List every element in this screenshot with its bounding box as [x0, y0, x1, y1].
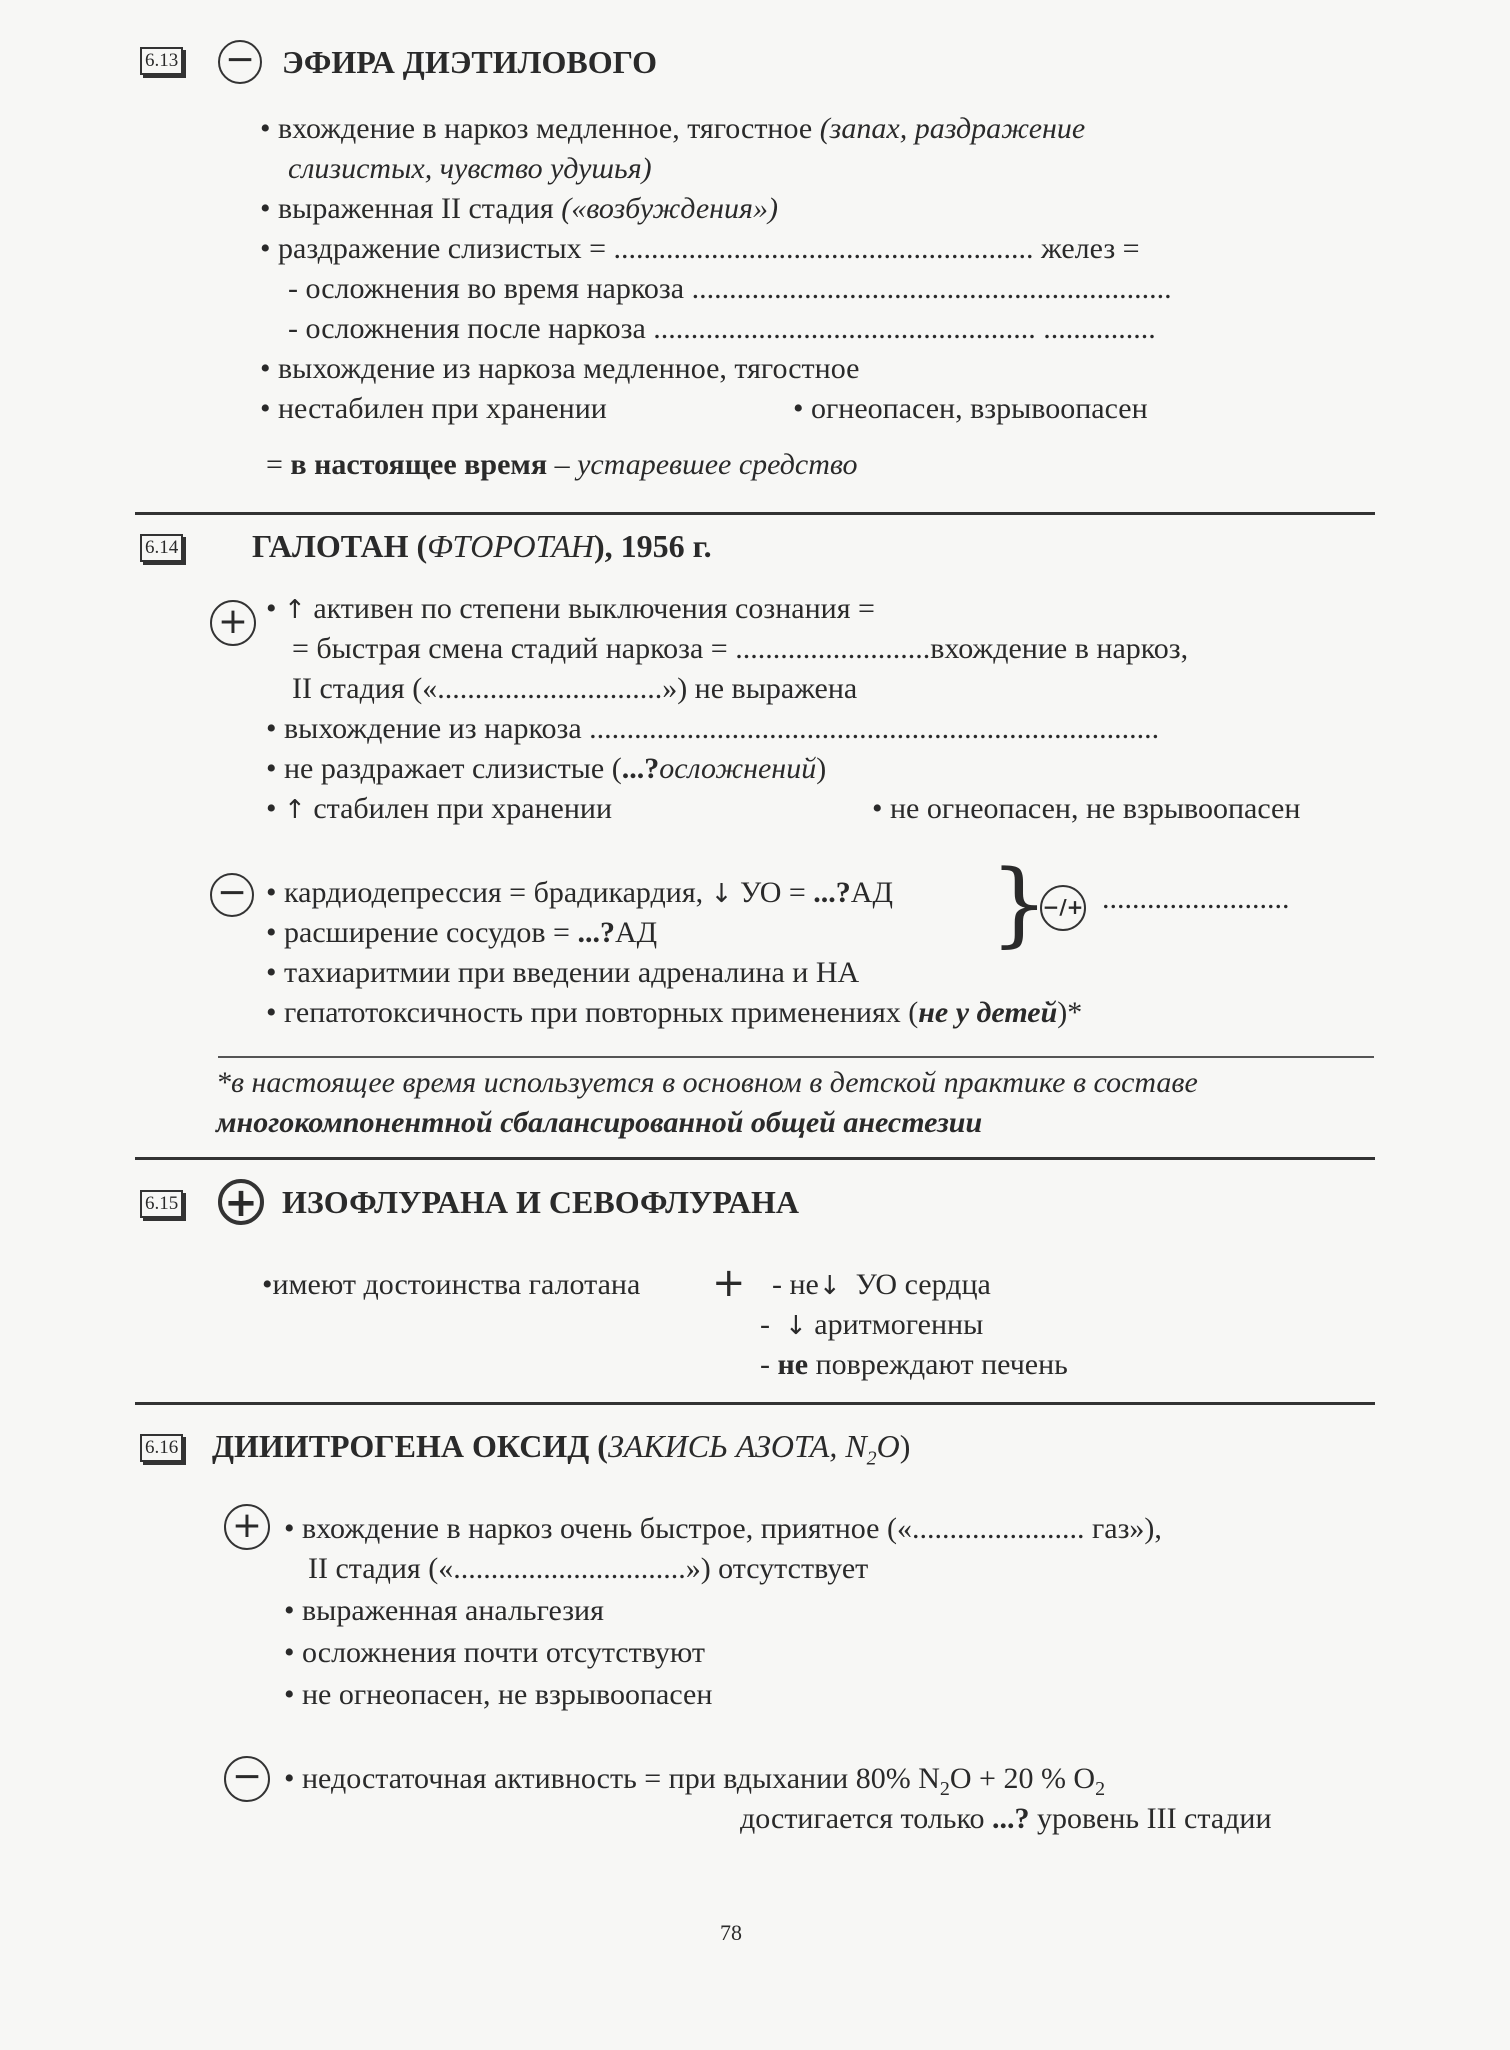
list-item: • осложнения почти отсутствуют — [284, 1636, 705, 1669]
list-item: • ↑ активен по степени выключения сознания = — [266, 592, 875, 625]
list-item: • нестабилен при хранении — [260, 392, 607, 425]
list-item: • выхождение из наркоза медленное, тягостное — [260, 352, 860, 385]
list-item: • огнеопасен, взрывоопасен — [793, 392, 1148, 425]
list-subitem: - не повреждают печень — [760, 1348, 1068, 1381]
page-number: 78 — [720, 1920, 742, 1945]
section-divider — [135, 1402, 1375, 1405]
section-divider — [135, 1157, 1375, 1160]
list-item: • недостаточная активность = при вдыхании 80% $N_2O + 20$ % $O_2$ — [284, 1762, 1106, 1800]
section-title: ДИИИТРОГЕНА ОКСИД (ЗАКИСЬ АЗОТА, $N_2O$) — [212, 1428, 911, 1470]
minus-plus-circle-icon: −/+ — [1040, 885, 1086, 931]
list-item-continuation: II стадия («..............................») не выражена — [292, 672, 858, 705]
list-item: • не огнеопасен, не взрывоопасен — [284, 1678, 713, 1711]
summary-line: = в настоящее время – устаревшее средство — [266, 448, 858, 481]
list-item: • расширение сосудов = ...?АД — [266, 916, 658, 949]
list-item: • гепатотоксичность при повторных применениях (не у детей)* — [266, 996, 1083, 1029]
list-item-continuation: II стадия («...............................») отсутствует — [308, 1552, 869, 1585]
minus-circle-icon: − — [224, 1756, 270, 1802]
up-arrow-icon: ↑ — [284, 595, 306, 625]
brace-icon: } — [990, 850, 1049, 957]
section-number: 6.14 — [140, 534, 183, 562]
list-item-continuation: = быстрая смена стадий наркоза = ..........................вхождение в наркоз, — [292, 632, 1189, 665]
section-title: ИЗОФЛУРАНА И СЕВОФЛУРАНА — [282, 1184, 799, 1220]
footnote: *в настоящее время используется в основном в детской практике в составе — [216, 1066, 1198, 1099]
list-item: • не раздражает слизистые (...?осложнений) — [266, 752, 827, 785]
list-subitem: - осложнения во время наркоза ................................................................ — [288, 272, 1172, 305]
section-title: ЭФИРА ДИЭТИЛОВОГО — [282, 44, 658, 80]
plus-circle-icon: + — [224, 1504, 270, 1550]
list-subitem: - не↓ УО сердца — [772, 1268, 991, 1301]
list-item: • ↑ стабилен при хранении — [266, 792, 613, 825]
section-title: ГАЛОТАН (ФТОРОТАН), 1956 г. — [252, 528, 712, 564]
down-arrow-icon: ↓ — [785, 1311, 807, 1341]
list-item: • не огнеопасен, не взрывоопасен — [872, 792, 1301, 825]
list-item: • кардиодепрессия = брадикардия, ↓ УО = ...?АД — [266, 876, 893, 909]
list-subitem: - ↓ аритмогенны — [760, 1308, 984, 1341]
section-divider — [135, 512, 1375, 515]
list-item-continuation: достигается только ...? уровень III стадии — [740, 1802, 1272, 1835]
plus-icon: + — [712, 1260, 746, 1306]
section-number: 6.15 — [140, 1190, 183, 1218]
minus-circle-icon: − — [210, 873, 254, 917]
list-subitem: - осложнения после наркоза ................................................... ............... — [288, 312, 1156, 345]
section-number: 6.16 — [140, 1434, 183, 1462]
list-item: • раздражение слизистых = ........................................................ желез = — [260, 232, 1140, 265]
list-item: • выраженная II стадия («возбуждения») — [260, 192, 778, 225]
list-item: •имеют достоинства галотана — [262, 1268, 641, 1301]
list-item: • выраженная анальгезия — [284, 1594, 604, 1627]
down-arrow-icon: ↓ — [818, 1271, 841, 1301]
list-item: • выхождение из наркоза ............................................................................ — [266, 712, 1160, 745]
up-arrow-icon: ↑ — [284, 795, 306, 825]
down-arrow-icon: ↓ — [710, 879, 733, 909]
footnote-divider — [218, 1056, 1374, 1058]
list-item: • тахиаритмии при введении адреналина и НА — [266, 956, 860, 989]
list-item-continuation: слизистых, чувство удушья) — [288, 152, 652, 185]
minus-circle-icon: − — [218, 40, 262, 84]
plus-circle-icon: + — [210, 600, 256, 646]
list-item: • вхождение в наркоз медленное, тягостное (запах, раздражение — [260, 112, 1086, 145]
section-number: 6.13 — [140, 47, 183, 75]
plus-circle-icon: + — [218, 1179, 264, 1225]
footnote: многокомпонентной сбалансированной общей анестезии — [216, 1106, 983, 1139]
list-item: • вхождение в наркоз очень быстрое, приятное («....................... газ»), — [284, 1512, 1162, 1545]
fill-blank: ......................... — [1102, 882, 1290, 915]
